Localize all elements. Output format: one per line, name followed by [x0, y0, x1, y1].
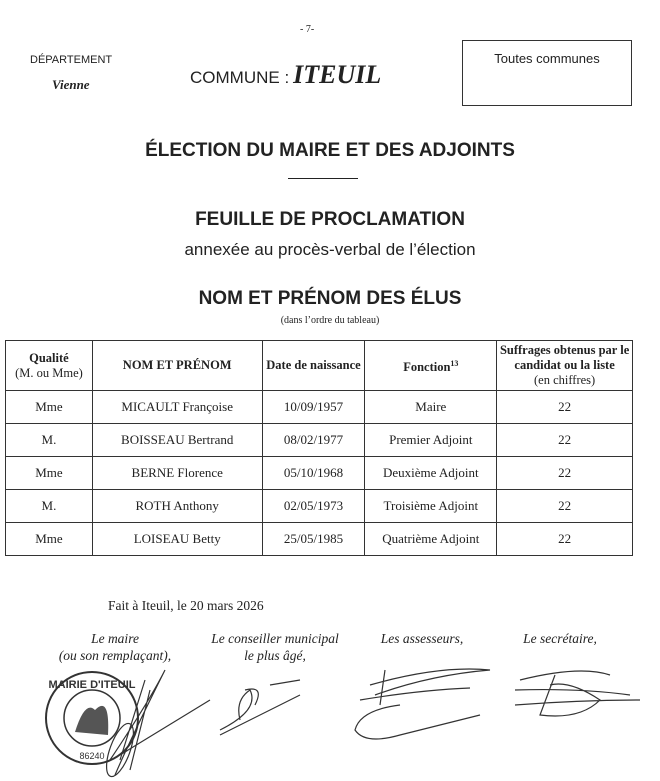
cell-nom: ROTH Anthony: [92, 490, 262, 523]
cell-fonction: Deuxième Adjoint: [365, 457, 497, 490]
seal-text: MAIRIE D'ITEUIL: [48, 679, 136, 691]
cell-qualite: Mme: [6, 457, 93, 490]
signature-label-secretaire: Le secrétaire,: [523, 631, 597, 646]
table-header-row: [6, 341, 633, 391]
table-row: [6, 391, 633, 424]
table-row: [6, 424, 633, 457]
cell-suffrages: 22: [497, 457, 633, 490]
cell-date: 05/10/1968: [262, 457, 365, 490]
departement-value: Vienne: [52, 77, 90, 92]
section-note: (dans l’ordre du tableau): [280, 315, 380, 326]
table-row: [6, 490, 633, 523]
fait-a: Fait à Iteuil, le 20 mars 2026: [108, 598, 264, 613]
title-rule: [288, 178, 358, 179]
cell-qualite: Mme: [6, 523, 93, 556]
cell-nom: LOISEAU Betty: [92, 523, 262, 556]
cell-suffrages: 22: [497, 424, 633, 457]
header-fonction: Fonction$^{13}$: [365, 341, 497, 391]
cell-date: 10/09/1957: [262, 391, 365, 424]
cell-date: 08/02/1977: [262, 424, 365, 457]
cell-fonction: Troisième Adjoint: [365, 490, 497, 523]
page-number: - 7-: [300, 24, 315, 35]
cell-suffrages: 22: [497, 391, 633, 424]
signature-label-conseiller: Le conseiller municipal le plus âgé,: [211, 631, 339, 663]
table-row: [6, 457, 633, 490]
commune: [190, 60, 381, 90]
commune-name: ITEUIL: [293, 60, 382, 89]
header-qualite: Qualité (M. ou Mme): [6, 341, 93, 391]
subtitle: FEUILLE DE PROCLAMATION: [195, 209, 465, 230]
scope-label: Toutes communes: [494, 51, 600, 66]
elected-table: [5, 340, 633, 556]
cell-fonction: Premier Adjoint: [365, 424, 497, 457]
departement-label: DÉPARTEMENT: [30, 54, 113, 66]
header-date: Date de naissance: [262, 341, 365, 391]
scope-box: [462, 40, 632, 106]
cell-date: 02/05/1973: [262, 490, 365, 523]
signature-secretaire: [515, 671, 640, 716]
signature-conseiller: [220, 680, 300, 735]
signatures-and-seal: [0, 660, 660, 781]
cell-nom: MICAULT Françoise: [92, 391, 262, 424]
cell-date: 25/05/1985: [262, 523, 365, 556]
cell-suffrages: 22: [497, 523, 633, 556]
cell-qualite: M.: [6, 490, 93, 523]
signature-label-maire: Le maire (ou son remplaçant),: [58, 631, 172, 663]
signature-label-assesseurs: Les assesseurs,: [380, 631, 464, 646]
cell-fonction: Quatrième Adjoint: [365, 523, 497, 556]
header-suffrages: Suffrages obtenus par le candidat ou la liste (en chiffres): [497, 341, 633, 391]
table-row: [6, 523, 633, 556]
cell-suffrages: 22: [497, 490, 633, 523]
cell-nom: BERNE Florence: [92, 457, 262, 490]
cell-qualite: M.: [6, 424, 93, 457]
cell-fonction: Maire: [365, 391, 497, 424]
cell-nom: BOISSEAU Bertrand: [92, 424, 262, 457]
section-title: NOM ET PRÉNOM DES ÉLUS: [198, 288, 462, 309]
cell-qualite: Mme: [6, 391, 93, 424]
header-nom: NOM ET PRÉNOM: [92, 341, 262, 391]
commune-label: COMMUNE :: [190, 68, 290, 87]
subtitle-annex: annexée au procès-verbal de l’élection: [184, 240, 476, 259]
seal-code: 86240: [79, 751, 105, 761]
main-title: ÉLECTION DU MAIRE ET DES ADJOINTS: [145, 140, 515, 161]
signature-assesseurs: [355, 669, 490, 739]
seal-stamp: [46, 672, 138, 764]
